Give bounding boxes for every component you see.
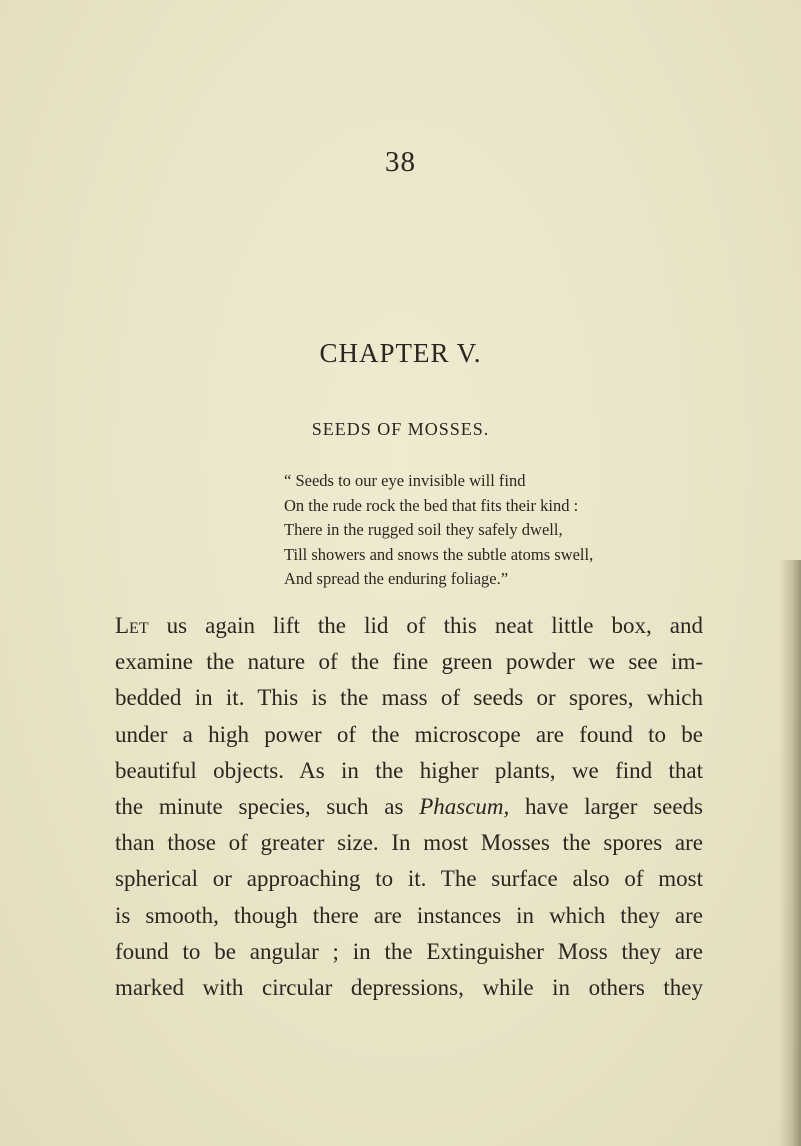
page-edge-shadow <box>779 560 801 1146</box>
epigraph-line: And spread the enduring foliage.” <box>284 569 509 588</box>
body-line: found to be angular ; in the Extinguisher Moss they are <box>115 938 703 964</box>
lead-word: Let <box>115 613 149 638</box>
epigraph-poem <box>284 469 724 592</box>
body-line <box>115 608 703 644</box>
body-line: than those of greater size. In most Mosses the spores are <box>115 830 703 856</box>
body-line: beautiful objects. As in the higher plants, we find that <box>115 757 703 783</box>
body-line-text: the minute species, such as <box>115 793 420 819</box>
body-line: under a high power of the microscope are found to be <box>115 721 703 747</box>
page-number: 38 <box>385 146 416 178</box>
epigraph-line: “ Seeds to our eye invisible will find <box>284 471 526 490</box>
chapter-subtitle: SEEDS OF MOSSES. <box>311 419 490 439</box>
body-line-text: have larger seeds <box>509 793 703 819</box>
body-line: bedded in it. This is the mass of seeds or spores, which <box>115 685 703 711</box>
chapter-title: CHAPTER V. <box>319 338 482 368</box>
epigraph-line: There in the rugged soil they safely dwell, <box>284 520 563 539</box>
body-line-text: us again lift the lid of this neat little box, and <box>148 613 703 638</box>
epigraph-line: On the rude rock the bed that fits their kind : <box>284 495 579 515</box>
body-line: spherical or approaching to it. The surface also of most <box>115 866 703 892</box>
epigraph-line: Till showers and snows the subtle atoms swell, <box>284 544 594 564</box>
genus-name: Phascum, <box>419 793 510 819</box>
body-line: marked with circular depressions, while in others they <box>115 974 703 1000</box>
body-line <box>115 789 703 825</box>
body-line: examine the nature of the fine green powder we see im- <box>115 649 703 675</box>
body-paragraph <box>115 608 703 1006</box>
body-line: is smooth, though there are instances in which they are <box>115 902 703 928</box>
